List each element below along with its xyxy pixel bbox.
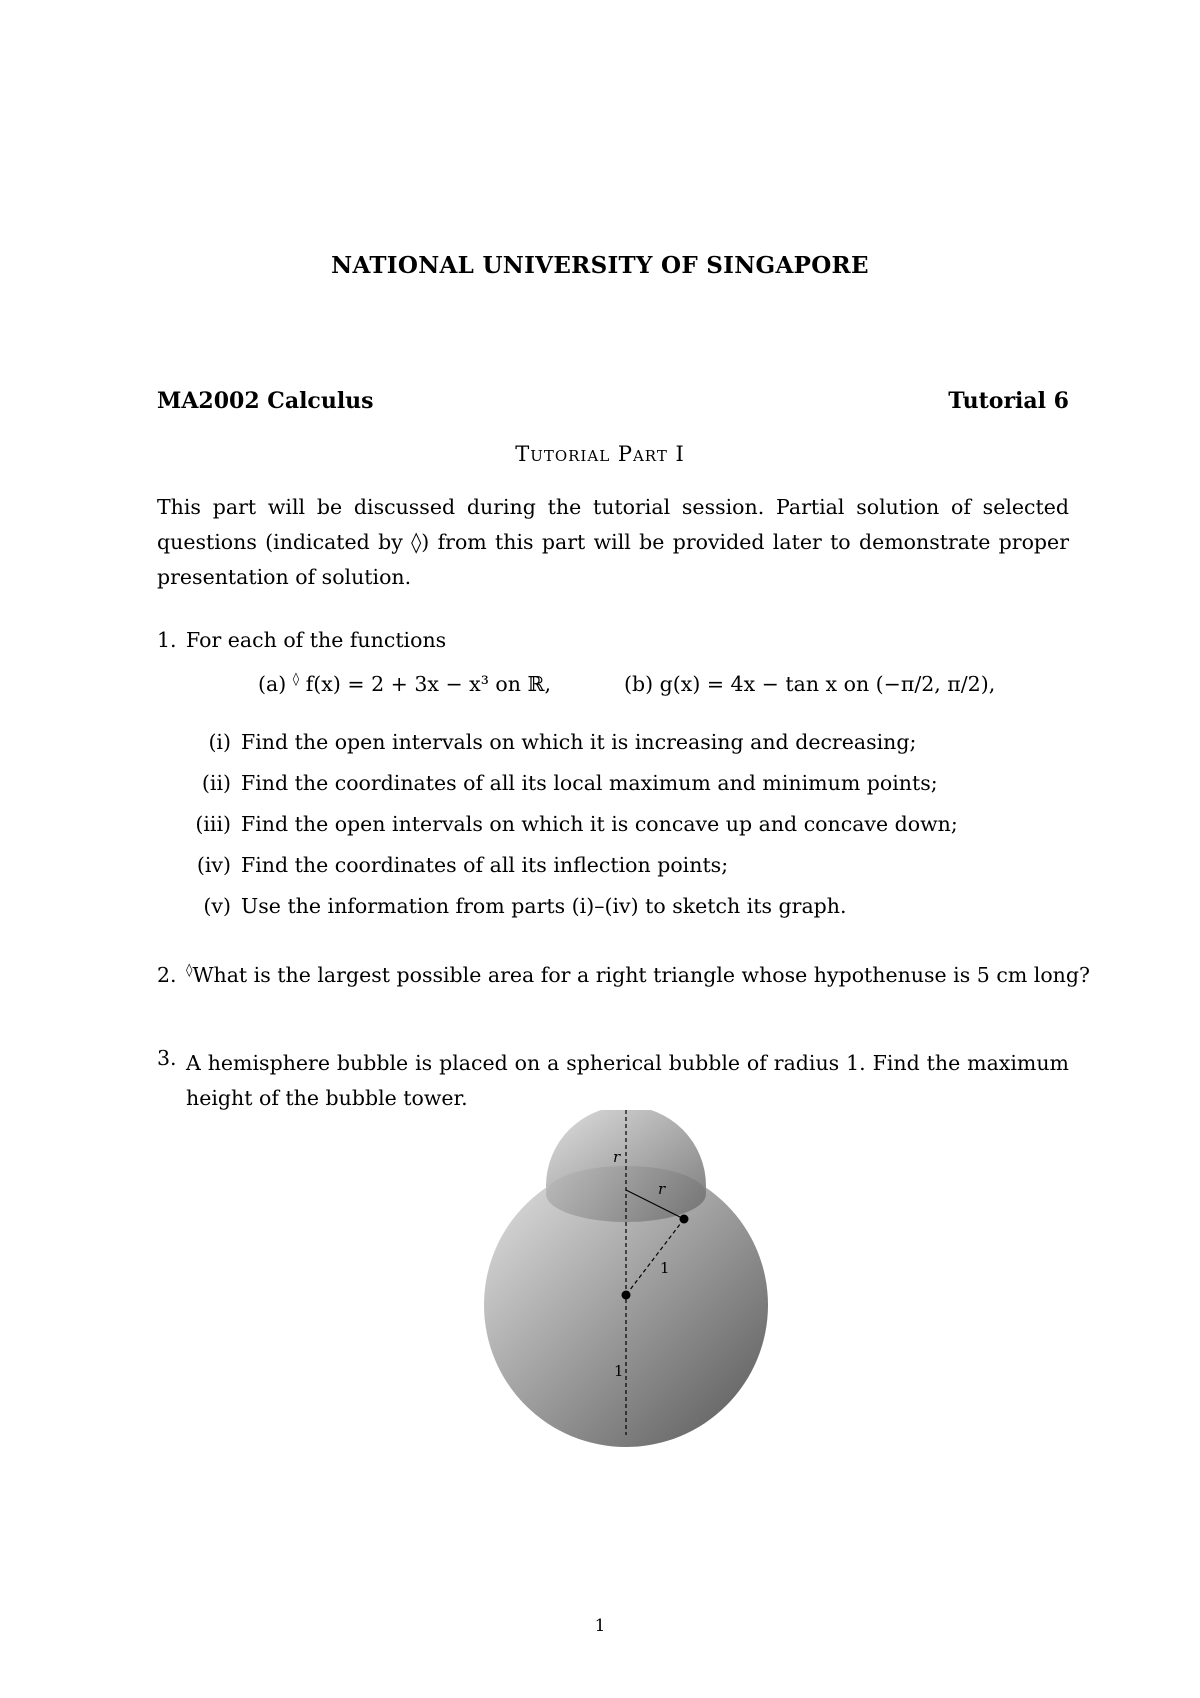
sub-question <box>0 853 1200 883</box>
sub-question-text: Find the coordinates of all its local maximum and minimum points; <box>241 771 938 795</box>
question-2 <box>0 963 1200 993</box>
page-number: 1 <box>594 1616 606 1636</box>
label-1-slant: 1 <box>660 1259 670 1277</box>
question-text: For each of the functions <box>186 628 447 652</box>
function-a-expression: f(x) = 2 + 3x − x³ on ℝ, <box>305 672 552 696</box>
sub-question <box>0 812 1200 842</box>
function-list <box>0 672 1200 706</box>
function-b-expression: g(x) = 4x − tan x on (−π/2, π/2), <box>659 672 996 696</box>
function-b-label: (b) <box>624 672 654 696</box>
question-2-body: What is the largest possible area for a right triangle whose hypothenuse is 5 cm long? <box>192 963 1090 987</box>
course-title: MA2002 Calculus <box>157 388 374 414</box>
question-text: A hemisphere bubble is placed on a spherical bubble of radius 1. Find the maximum height of the bubble tower. <box>186 1051 1069 1110</box>
sub-question-label: (v) <box>203 894 231 918</box>
diamond-icon: ◊ <box>186 963 193 979</box>
function-b <box>624 672 995 696</box>
label-r-slant: r <box>658 1180 666 1198</box>
sub-question-text: Find the open intervals on which it is concave up and concave down; <box>241 812 958 836</box>
question-number: 1. <box>157 628 177 652</box>
sub-question <box>0 730 1200 760</box>
sub-question-label: (iii) <box>195 812 231 836</box>
intro-paragraph: This part will be discussed during the tutorial session. Partial solution of selected questions (indicated by ◊) from this part will be provided later to demonstrate proper presentation of solution. <box>157 495 1069 589</box>
label-r-vertical: r <box>613 1148 621 1166</box>
tutorial-number: Tutorial 6 <box>948 388 1069 414</box>
sub-question-text: Use the information from parts (i)–(iv) to sketch its graph. <box>241 894 847 918</box>
sphere-center-point <box>622 1291 631 1300</box>
function-a <box>258 672 551 696</box>
diamond-icon: ◊ <box>292 672 300 688</box>
question-1 <box>0 628 1200 658</box>
sub-question <box>0 894 1200 924</box>
sub-question-text: Find the coordinates of all its inflection points; <box>241 853 729 877</box>
sub-question <box>0 771 1200 801</box>
sub-question-label: (i) <box>208 730 231 754</box>
sub-question-text: Find the open intervals on which it is increasing and decreasing; <box>241 730 917 754</box>
bubble-tower-figure <box>480 1110 780 1450</box>
function-a-label: (a) <box>258 672 287 696</box>
sub-question-label: (iv) <box>196 853 231 877</box>
part-title: Tutorial Part I <box>515 442 685 466</box>
question-text <box>186 963 1090 987</box>
rim-point <box>680 1215 689 1224</box>
sub-question-label: (ii) <box>201 771 231 795</box>
label-1-vertical: 1 <box>614 1362 624 1380</box>
question-number: 2. <box>157 963 177 987</box>
question-number: 3. <box>157 1046 177 1070</box>
university-title: NATIONAL UNIVERSITY OF SINGAPORE <box>331 252 869 279</box>
